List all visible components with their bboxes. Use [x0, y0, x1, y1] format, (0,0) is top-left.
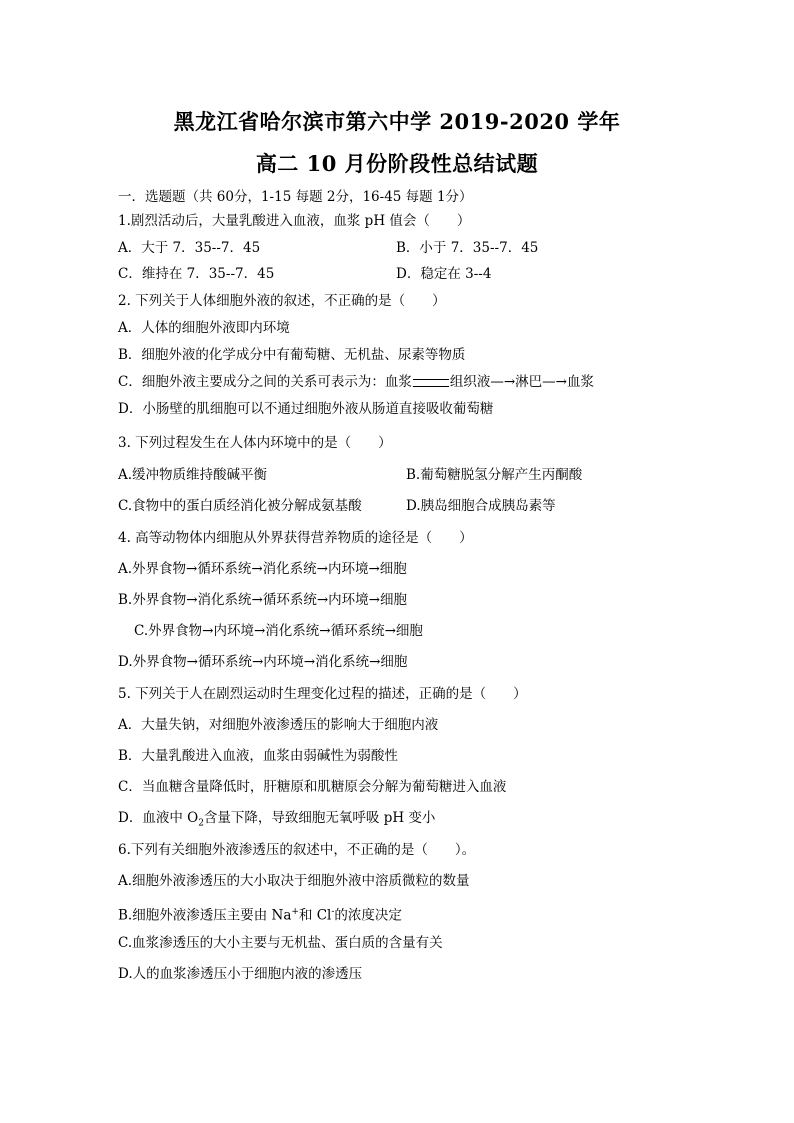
question-6-option-b-text: B.细胞外液渗透压主要由 Na: [118, 907, 292, 924]
question-2-stem: 2. 下列关于人体细胞外液的叙述，不正确的是（ ）: [118, 293, 446, 309]
subscript-2: 2: [198, 818, 204, 829]
question-5-option-d-text: D．血液中 O: [118, 810, 199, 826]
question-5-option-b: B．大量乳酸进入血液，血浆由弱碱性为弱酸性: [118, 748, 398, 764]
question-2-option-c: [118, 373, 594, 391]
question-2-option-d: D．小肠壁的肌细胞可以不通过细胞外液从肠道直接吸收葡萄糖: [118, 401, 494, 417]
question-5-option-a: A．大量失钠，对细胞外液渗透压的影响大于细胞内液: [118, 717, 439, 733]
question-6-option-d: D.人的血浆渗透压小于细胞内液的渗透压: [118, 966, 363, 982]
question-6-option-b-text-tail: 的浓度决定: [334, 907, 402, 924]
question-2-option-c-text: C．细胞外液主要成分之间的关系可表示为：血浆: [118, 374, 412, 390]
question-4-stem: 4. 高等动物体内细胞从外界获得营养物质的途径是（ ）: [118, 530, 473, 546]
superscript-plus: +: [291, 907, 299, 917]
document-title-line2: 高二 10 月份阶段性总结试题: [255, 151, 539, 176]
question-3-stem: 3. 下列过程发生在人体内环境中的是（ ）: [118, 435, 392, 451]
question-2-option-c-text-tail: 组织液—→淋巴—→血浆: [449, 374, 594, 390]
question-6-option-a: A.细胞外液渗透压的大小取决于细胞外液中溶质微粒的数量: [118, 873, 470, 889]
superscript-minus: -: [331, 907, 335, 917]
question-6-option-b: [118, 903, 402, 925]
question-4-option-d: D.外界食物→循环系统→内环境→消化系统→细胞: [118, 654, 408, 670]
question-2-option-a: A．人体的细胞外液即内环境: [118, 320, 290, 336]
question-4-option-b: B.外界食物→消化系统→循环系统→内环境→细胞: [118, 592, 407, 608]
question-5-option-d: [118, 809, 435, 833]
question-4-option-c: C.外界食物→内环境→消化系统→循环系统→细胞: [134, 623, 423, 639]
section-heading: 一．选题题（共 60分，1-15 每题 2分，16-45 每题 1分）: [118, 189, 473, 205]
double-arrow-icon: [413, 379, 449, 387]
question-5-option-c: C．当血糖含量降低时，肝糖原和肌糖原会分解为葡萄糖进入血液: [118, 779, 507, 795]
question-3-option-b: B.葡萄糖脱氢分解产生丙酮酸: [406, 467, 583, 483]
question-1-option-d: D．稳定在 3--4: [396, 266, 492, 282]
question-5-option-d-text-tail: 含量下降，导致细胞无氧呼吸 pH 变小: [203, 810, 436, 826]
document-title-line1: 黑龙江省哈尔滨市第六中学 2019-2020 学年: [173, 109, 621, 134]
question-6-option-b-text-mid: 和 Cl: [298, 907, 332, 924]
question-6-stem: 6.下列有关细胞外液渗透压的叙述中，不正确的是（ ）。: [118, 842, 476, 858]
question-1-option-a: A．大于 7．35--7．45: [118, 240, 261, 256]
question-3-option-d: D.胰岛细胞合成胰岛素等: [406, 498, 556, 514]
question-6-option-c: C.血浆渗透压的大小主要与无机盐、蛋白质的含量有关: [118, 935, 443, 951]
question-2-option-b: B．细胞外液的化学成分中有葡萄糖、无机盐、尿素等物质: [118, 347, 466, 363]
question-1-option-c: C．维持在 7．35--7．45: [118, 266, 275, 282]
question-3-option-a: A.缓冲物质维持酸碱平衡: [118, 467, 268, 483]
question-1-stem: 1.剧烈活动后，大量乳酸进入血液，血浆 pH 值会（ ）: [118, 213, 471, 229]
question-3-option-c: C.食物中的蛋白质经消化被分解成氨基酸: [118, 498, 362, 514]
question-4-option-a: A.外界食物→循环系统→消化系统→内环境→细胞: [118, 561, 407, 577]
question-5-stem: 5. 下列关于人在剧烈运动时生理变化过程的描述，正确的是（ ）: [118, 686, 527, 702]
question-1-option-b: B．小于 7．35--7．45: [396, 240, 539, 256]
